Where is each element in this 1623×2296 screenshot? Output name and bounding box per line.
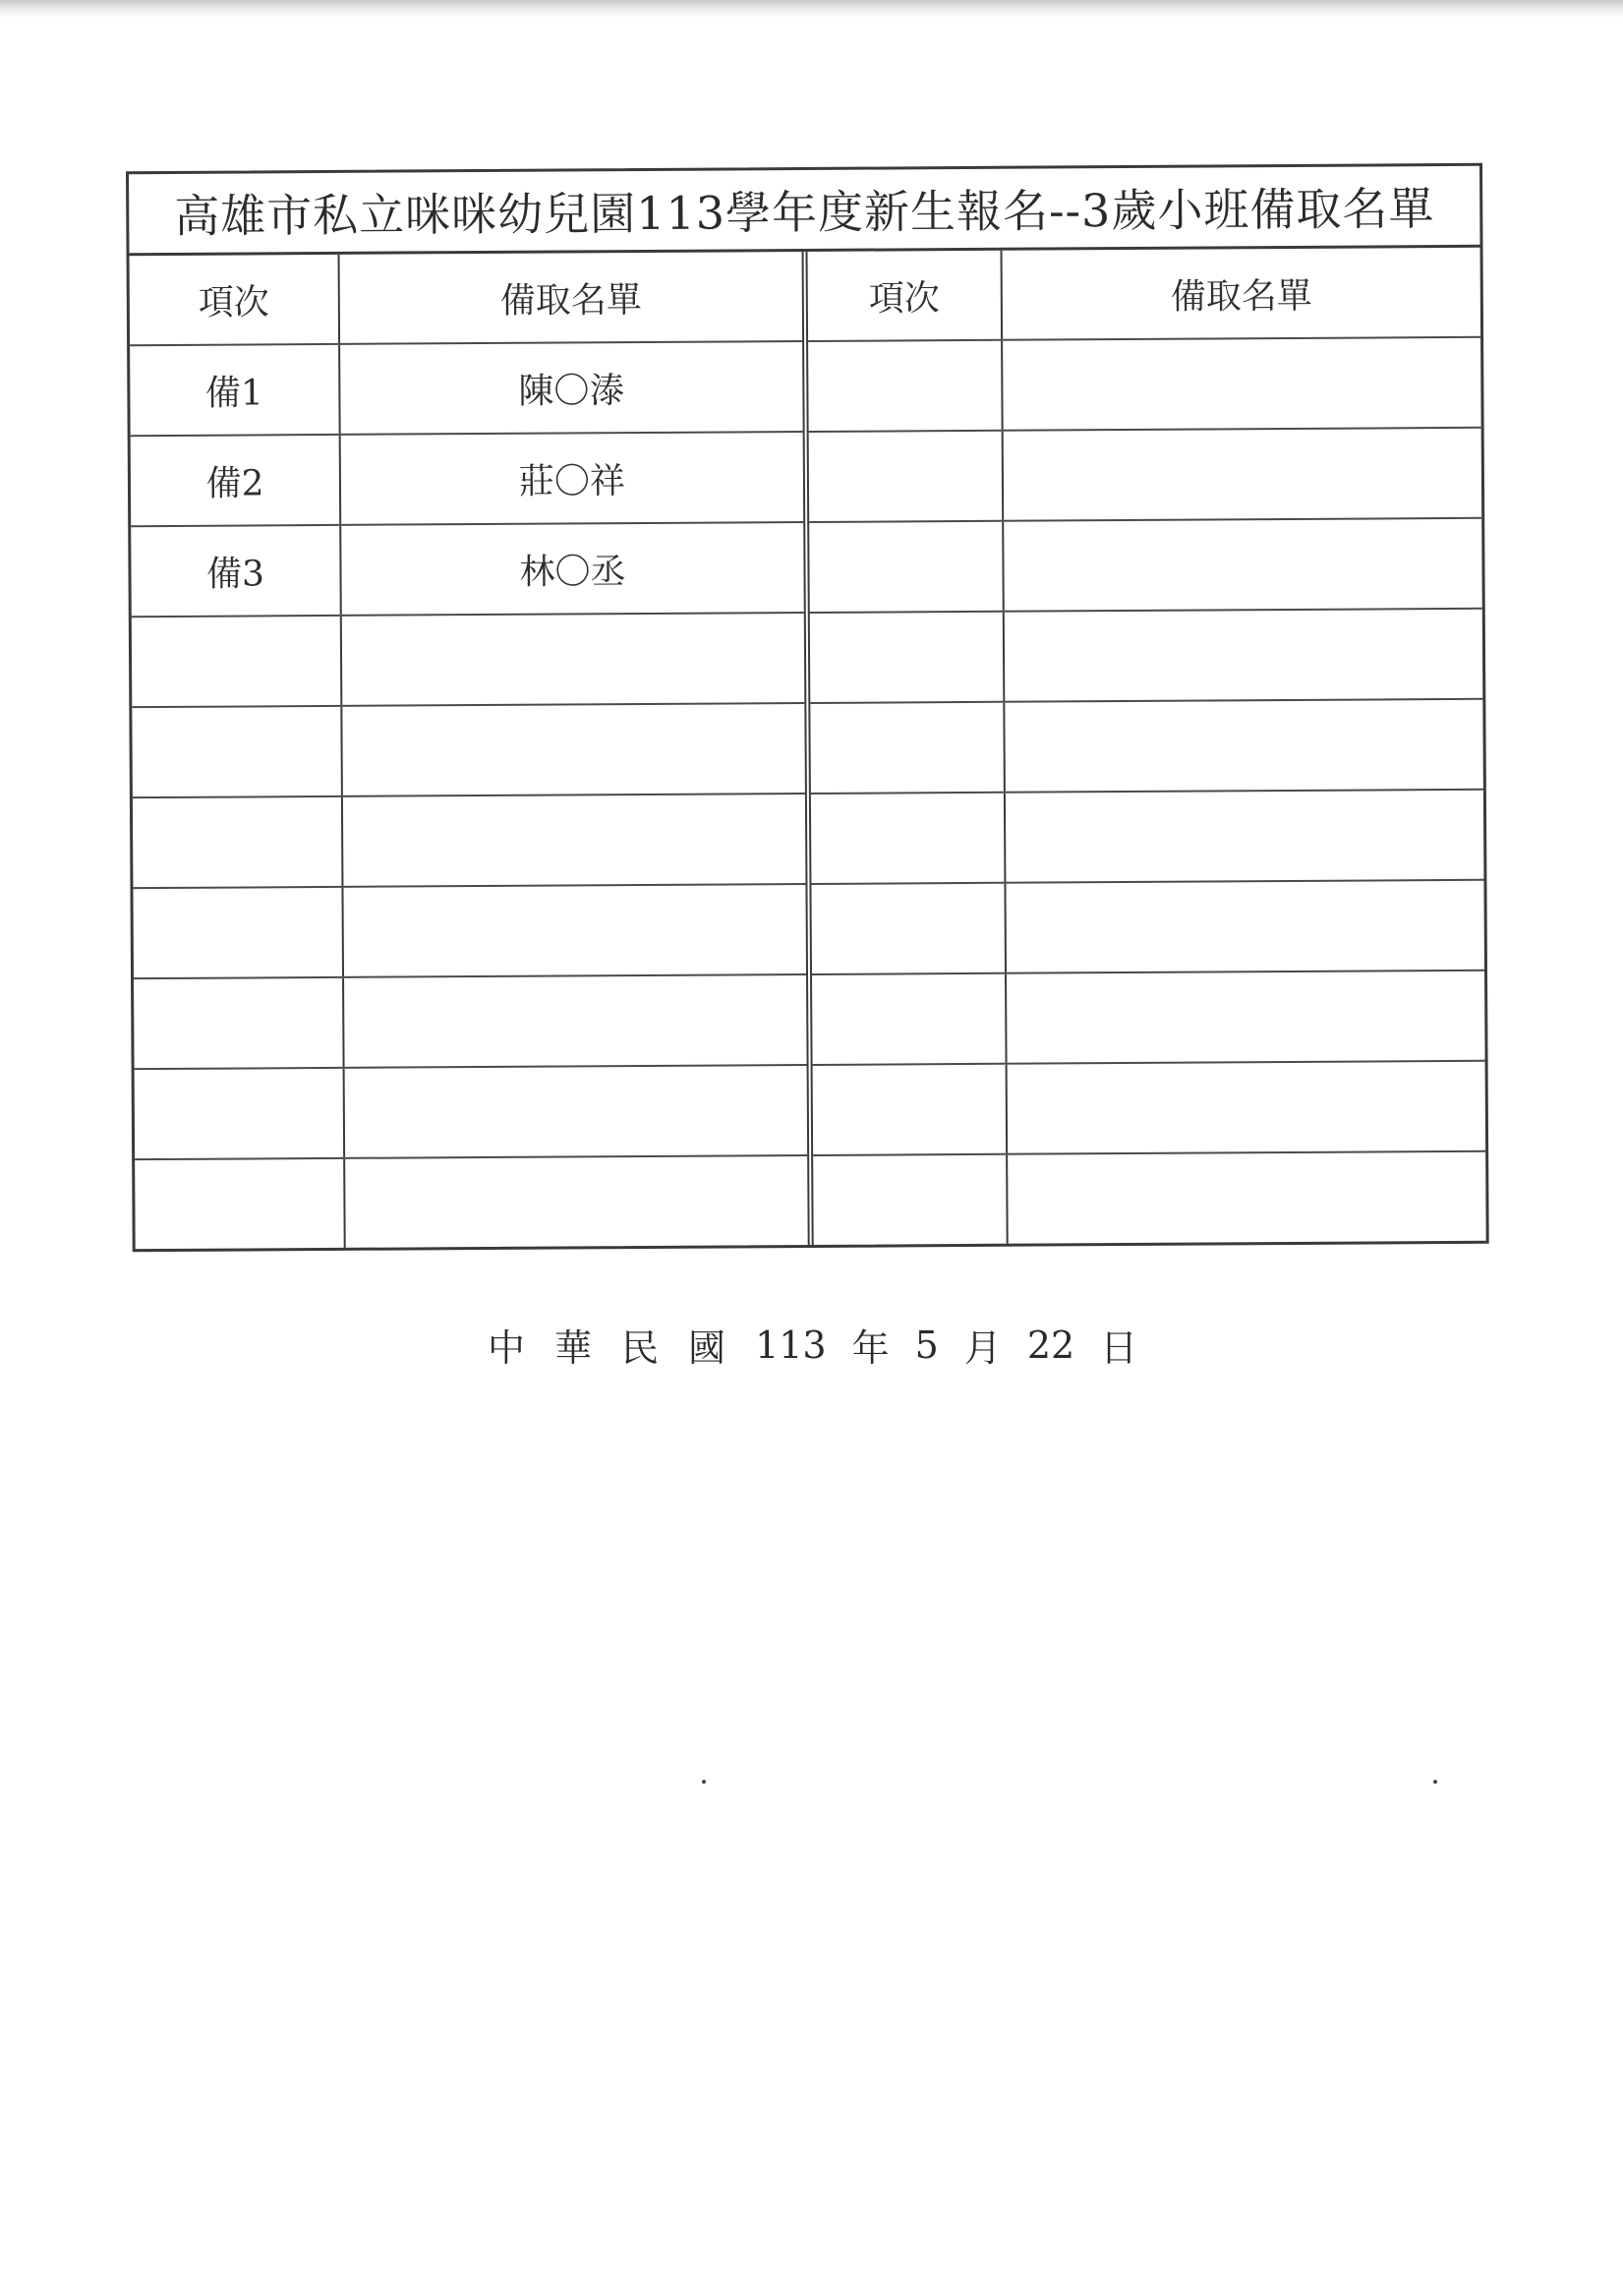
- table-row: [135, 1066, 808, 1160]
- item-number-cell: 備3: [131, 526, 342, 616]
- item-number-cell: [809, 522, 1005, 612]
- table-row: [811, 791, 1484, 885]
- name-cell: [345, 1066, 808, 1157]
- table-title: 高雄市私立咪咪幼兒園113學年度新生報名--3歲小班備取名單: [129, 166, 1479, 256]
- name-cell: 陳〇溙: [518, 370, 625, 412]
- table-row: [133, 885, 806, 979]
- waitlist-table: [126, 163, 1489, 1252]
- name-cell: 莊〇祥: [518, 460, 626, 502]
- scan-speck: [1433, 1780, 1437, 1784]
- name-cell: [1006, 881, 1484, 972]
- document-date: [488, 1318, 1137, 1372]
- table-row: [809, 519, 1482, 614]
- table-row: [132, 614, 805, 708]
- right-column-group: [808, 248, 1486, 1245]
- name-cell: [1005, 700, 1483, 792]
- name-cell: [342, 614, 805, 705]
- table-row: [812, 971, 1485, 1066]
- item-number-cell: [813, 1155, 1009, 1245]
- item-number-cell: [811, 884, 1007, 973]
- item-number-cell: 備2: [131, 436, 342, 525]
- name-cell: [343, 795, 806, 886]
- item-number-cell: [135, 1159, 346, 1249]
- name-cell: [342, 704, 805, 795]
- table-row: [813, 1152, 1486, 1245]
- header-waitlist-name: 備取名單: [1170, 275, 1312, 318]
- name-cell: [1007, 971, 1485, 1063]
- table-row: [810, 610, 1483, 704]
- item-number-cell: [135, 1069, 346, 1158]
- table-row: [808, 338, 1481, 433]
- item-number-cell: [813, 1065, 1009, 1154]
- item-number-cell: [133, 888, 344, 977]
- table-row: [134, 975, 807, 1070]
- table-row: [809, 429, 1482, 523]
- name-cell: 林〇丞: [519, 551, 626, 593]
- date-era-char-2: 華: [554, 1326, 593, 1370]
- item-number-cell: [810, 703, 1006, 793]
- date-era-char-1: 中: [488, 1326, 526, 1370]
- table-row: [811, 881, 1484, 975]
- table-row: [131, 523, 804, 618]
- scan-speck: [702, 1780, 706, 1784]
- header-waitlist-name: 備取名單: [499, 279, 642, 322]
- item-number-cell: [811, 794, 1007, 883]
- name-cell: [1006, 791, 1484, 882]
- date-month-unit: 月: [963, 1326, 1002, 1370]
- item-number-cell: [810, 613, 1006, 702]
- table-row: [135, 1156, 808, 1249]
- table-row: [131, 433, 804, 527]
- item-number-cell: [132, 617, 343, 706]
- date-year-unit: 年: [851, 1326, 890, 1370]
- name-cell: [345, 1156, 808, 1248]
- header-item-number: 項次: [808, 251, 1004, 340]
- left-column-group: [130, 252, 814, 1249]
- item-number-cell: [133, 797, 344, 887]
- scan-edge-shadow: [0, 0, 1623, 18]
- table-row: [133, 795, 806, 889]
- item-number-cell: [134, 978, 345, 1068]
- name-cell: [343, 885, 806, 976]
- table-row: [130, 342, 803, 437]
- date-era-char-3: 民: [621, 1326, 660, 1370]
- name-cell: [1004, 519, 1482, 611]
- name-cell: [1008, 1152, 1486, 1244]
- table-row: [810, 700, 1483, 795]
- header-row: [130, 252, 803, 346]
- item-number-cell: [809, 432, 1005, 521]
- date-year: 113: [755, 1323, 827, 1367]
- name-cell: [1005, 610, 1483, 701]
- item-number-cell: [808, 341, 1004, 431]
- date-month: 5: [914, 1323, 939, 1367]
- date-day-unit: 日: [1100, 1326, 1138, 1370]
- date-era-char-4: 國: [688, 1326, 726, 1370]
- date-day: 22: [1026, 1323, 1075, 1367]
- header-row: [808, 248, 1481, 342]
- item-number-cell: 備1: [130, 345, 341, 435]
- table-row: [132, 704, 805, 798]
- name-cell: [1008, 1062, 1486, 1153]
- table-body: [130, 248, 1486, 1249]
- item-number-cell: [812, 974, 1008, 1064]
- header-item-number: 項次: [130, 255, 341, 344]
- name-cell: [344, 975, 807, 1067]
- name-cell: [1003, 338, 1481, 430]
- name-cell: [1004, 429, 1482, 520]
- table-row: [813, 1062, 1486, 1156]
- item-number-cell: [132, 707, 343, 796]
